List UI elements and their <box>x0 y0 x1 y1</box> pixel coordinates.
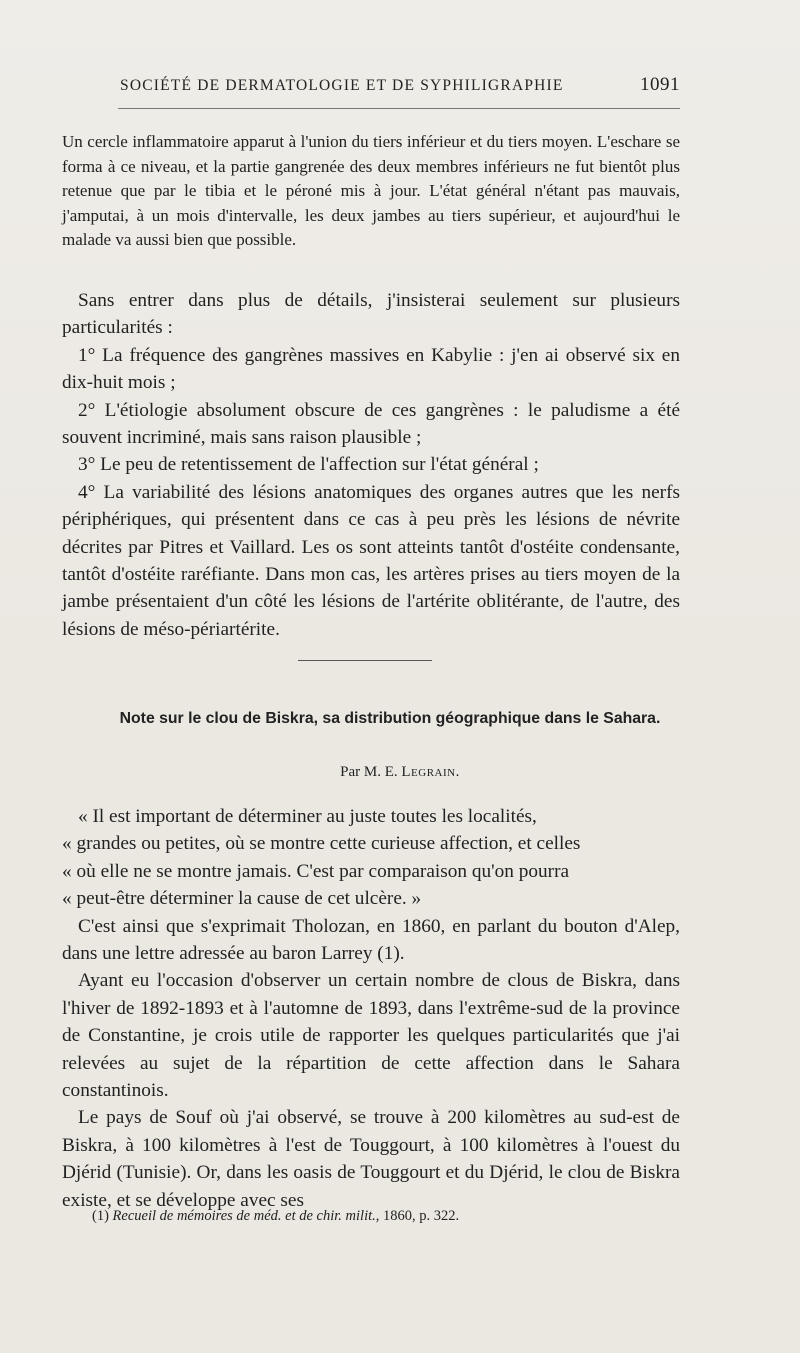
continuation-section <box>62 130 680 253</box>
list-item-2: 2° L'étiologie absolument obscure de ces gangrènes : le paludisme a été souvent incriminé, mais sans raison plausible ; <box>62 399 680 449</box>
quote-line-3: « où elle ne se montre jamais. C'est par comparaison qu'on pourra <box>62 860 570 882</box>
footnote-details: , 1860, p. 322. <box>375 1208 460 1224</box>
paragraph-intro: Sans entrer dans plus de détails, j'insisterai seulement sur plusieurs particularités : <box>62 290 680 339</box>
author-line <box>0 764 800 781</box>
quote-block <box>62 803 680 830</box>
footnote-marker: (1) <box>92 1208 109 1224</box>
note-body <box>62 803 680 1214</box>
section-divider <box>298 660 432 661</box>
list-item-1: 1° La fréquence des gangrènes massives en Kabylie : j'en ai observé six en dix-huit mois ; <box>62 344 680 394</box>
list-item-4: 4° La variabilité des lésions anatomiques des organes autres que les nerfs périphériques, qui présentent dans ce cas à peu près les lésions de névrite décrites par Pitres et Vaillard. Les os sont atteints tantôt d'ostéite condensante, tantôt d'ostéite raréfiante. Dans mon cas, les artères prises au tiers moyen de la jambe présentaient d'un côté les lésions de l'artérite oblitérante, de l'autre, des lésions de méso-périartérite. <box>62 481 680 640</box>
quote-line-1: « Il est important de déterminer au juste toutes les localités, <box>78 806 537 827</box>
running-head: SOCIÉTÉ DE DERMATOLOGIE ET DE SYPHILIGRAPHIE <box>120 77 564 94</box>
paragraph-continuation: Un cercle inflammatoire apparut à l'union du tiers inférieur et du tiers moyen. L'eschare se forma à ce niveau, et la partie gangrenée des deux membres inférieurs ne fut bientôt plus retenue que par le tibia et le péroné mis à jour. L'état général n'étant pas mauvais, j'amputai, à un mois d'intervalle, les deux jambes au tiers supérieur, et aujourd'hui le malade va aussi bien que possible. <box>62 132 680 250</box>
header-rule <box>118 108 680 109</box>
list-item-3: 3° Le peu de retentissement de l'affection sur l'état général ; <box>78 454 539 476</box>
paragraph-observation: Ayant eu l'occasion d'observer un certain nombre de clous de Biskra, dans l'hiver de 1892-1893 et à l'automne de 1893, dans l'extrême-sud de la province de Constantine, je crois utile de rapporter les quelques particularités que j'ai relevées au sujet de la répartition de cette affection dans le Sahara constantinois. <box>62 970 680 1102</box>
quote-line-2: « grandes ou petites, où se montre cette curieuse affection, et celles <box>62 833 581 855</box>
author-prefix: Par M. E. <box>340 764 398 780</box>
footnote-title: Recueil de mémoires de méd. et de chir. milit. <box>112 1208 376 1224</box>
note-title: Note sur le clou de Biskra, sa distribution géographique dans le Sahara. <box>119 710 661 727</box>
paragraph-souf: Le pays de Souf où j'ai observé, se trouve à 200 kilomètres au sud-est de Biskra, à 100 kilomètres à l'est de Touggourt, à 100 kilomètres à l'ouest du Djérid (Tunisie). Or, dans les oasis de Touggourt et du Djérid, le clou de Biskra existe, et se développe avec ses <box>62 1107 680 1211</box>
quote-line-4: « peut-être déterminer la cause de cet ulcère. » <box>62 888 422 910</box>
particularities-section <box>62 287 680 643</box>
paragraph-tholozan: C'est ainsi que s'exprimait Tholozan, en 1860, en parlant du bouton d'Alep, dans une lettre adressée au baron Larrey (1). <box>62 915 680 965</box>
page-number: 1091 <box>640 74 680 95</box>
author-name: Legrain. <box>401 764 460 780</box>
page-header <box>60 74 680 102</box>
footnote <box>92 1208 459 1225</box>
quote-continuation <box>62 830 680 912</box>
